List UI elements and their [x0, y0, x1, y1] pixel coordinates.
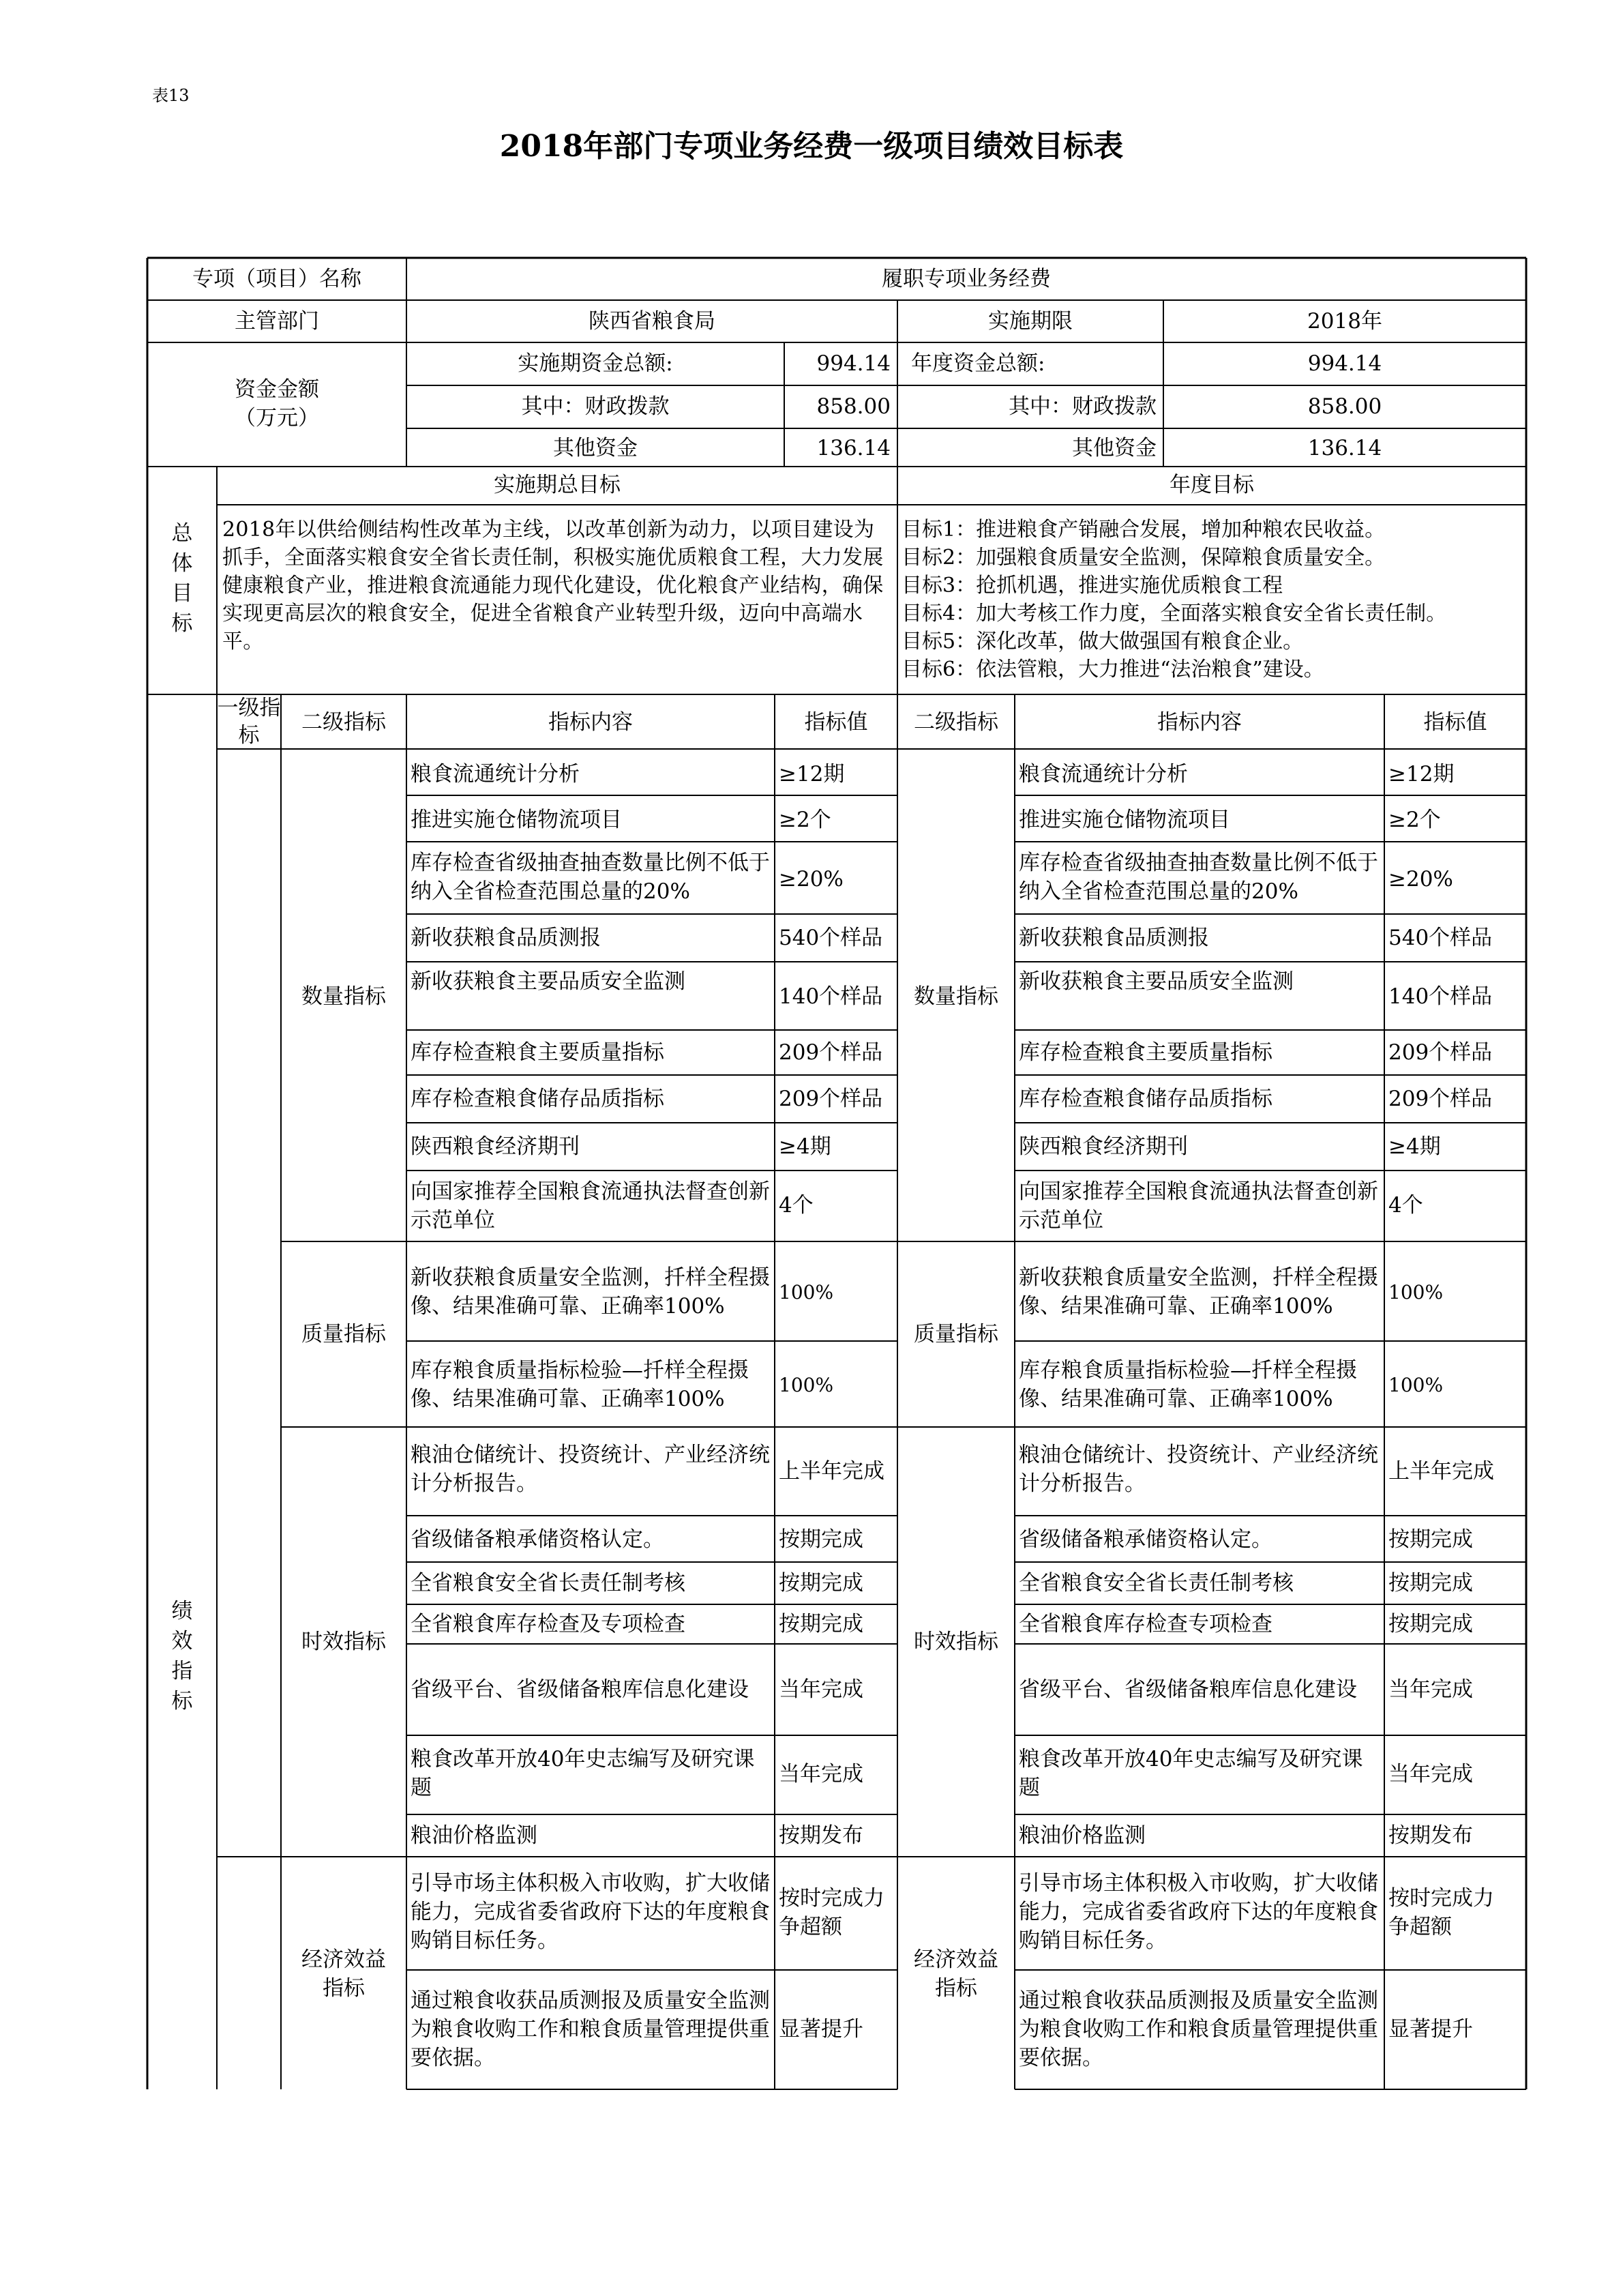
- funds-row-3-right-value: 136.14: [1307, 436, 1382, 460]
- q-row2-left-content: 推进实施仓储物流项目: [411, 808, 622, 832]
- perf-h-level2-left: 二级指标: [301, 710, 386, 735]
- annual-goal-1: 目标1：推进粮食产销融合发展，增加种粮农民收益。: [902, 518, 1386, 542]
- perf-h-value-left: 指标值: [804, 710, 868, 735]
- q-row9-right-value: 4个: [1388, 1193, 1423, 1218]
- group-label-time-left: 时效指标: [301, 1630, 386, 1654]
- t-row1-left-value: 上半年完成: [779, 1459, 884, 1484]
- t-row6-right-content: 粮食改革开放40年史志编写及研究课题: [1019, 1747, 1363, 1800]
- annual-goal-2: 目标2：加强粮食质量安全监测，保障粮食质量安全。: [902, 546, 1386, 570]
- t-row3-left-value: 按期完成: [779, 1571, 863, 1595]
- t-row7-left-value: 按期发布: [779, 1823, 863, 1848]
- overall-goal-side-label: 总体目标: [171, 521, 193, 636]
- q-row1-right-content: 粮食流通统计分析: [1019, 762, 1188, 786]
- q-row8-left-content: 陕西粮食经济期刊: [411, 1134, 580, 1159]
- page-title: 2018年部门专项业务经费一级项目绩效目标表: [499, 129, 1124, 164]
- group-label-quantity-right: 数量指标: [914, 984, 998, 1009]
- e-row2-left-content: 通过粮食收获品质测报及质量安全监测为粮食收购工作和粮食质量管理提供重要依据。: [411, 1988, 770, 2070]
- e-row2-left-value: 显著提升: [779, 2017, 863, 2042]
- funds-row-2-left-value: 858.00: [816, 394, 891, 419]
- e-row1-right-value: 按时完成力争超额: [1388, 1886, 1494, 1939]
- q-row4-right-value: 540个样品: [1388, 926, 1493, 950]
- q-row3-right-value: ≥20%: [1388, 867, 1453, 892]
- ql-row2-left-content: 库存粮食质量指标检验—扦样全程摄像、结果准确可靠、正确率100%: [411, 1358, 749, 1411]
- t-row2-right-value: 按期完成: [1388, 1527, 1473, 1552]
- q-row6-left-value: 209个样品: [779, 1040, 883, 1065]
- q-row1-left-value: ≥12期: [779, 762, 845, 786]
- q-row2-right-value: ≥2个: [1388, 808, 1441, 832]
- t-row1-right-value: 上半年完成: [1388, 1459, 1494, 1484]
- perf-h-content-right: 指标内容: [1157, 710, 1242, 735]
- q-row5-left-content: 新收获粮食主要品质安全监测: [411, 969, 685, 994]
- t-row2-left-value: 按期完成: [779, 1527, 863, 1552]
- annual-goal-3: 目标3：抢抓机遇，推进实施优质粮食工程: [902, 574, 1283, 598]
- e-row2-right-value: 显著提升: [1388, 2017, 1473, 2042]
- t-row1-right-content: 粮油仓储统计、投资统计、产业经济统计分析报告。: [1019, 1443, 1378, 1496]
- funds-row-2-right-label: 其中：财政拨款: [1009, 394, 1157, 419]
- ql-row1-right-content: 新收获粮食质量安全监测，扦样全程摄像、结果准确可靠、正确率100%: [1019, 1265, 1378, 1319]
- group-label-quantity-left: 数量指标: [301, 984, 386, 1009]
- t-row5-left-content: 省级平台、省级储备粮库信息化建设: [411, 1677, 749, 1702]
- t-row2-left-content: 省级储备粮承储资格认定。: [411, 1527, 664, 1552]
- q-row6-right-value: 209个样品: [1388, 1040, 1493, 1065]
- q-row7-left-content: 库存检查粮食储存品质指标: [411, 1087, 664, 1111]
- funds-row-3-left-value: 136.14: [816, 436, 891, 460]
- t-row4-right-value: 按期完成: [1388, 1612, 1473, 1636]
- q-row6-right-content: 库存检查粮食主要质量指标: [1019, 1040, 1272, 1065]
- e-row1-right-content: 引导市场主体积极入市收购，扩大收储能力，完成省委省政府下达的年度粮食购销目标任务。: [1019, 1871, 1378, 1953]
- t-row4-left-value: 按期完成: [779, 1612, 863, 1636]
- q-row3-left-content: 库存检查省级抽查抽查数量比例不低于纳入全省检查范围总量的20%: [411, 851, 770, 904]
- project-name-label: 专项（项目）名称: [192, 267, 361, 291]
- annual-goal-5: 目标5：深化改革，做大做强国有粮食企业。: [902, 630, 1304, 653]
- q-row3-right-content: 库存检查省级抽查抽查数量比例不低于纳入全省检查范围总量的20%: [1019, 851, 1378, 904]
- period-value: 2018年: [1307, 309, 1382, 334]
- group-label-econ-left: 经济效益指标: [301, 1947, 386, 2001]
- funds-row-3-right-label: 其他资金: [1072, 436, 1157, 460]
- q-row7-left-value: 209个样品: [779, 1087, 883, 1111]
- funds-row-1-right-label: 年度资金总额:: [911, 351, 1045, 376]
- t-row4-left-content: 全省粮食库存检查及专项检查: [411, 1612, 685, 1636]
- project-name: 履职专项业务经费: [882, 267, 1051, 291]
- group-label-quality-left: 质量指标: [301, 1322, 386, 1346]
- t-row4-right-content: 全省粮食库存检查专项检查: [1019, 1612, 1272, 1636]
- q-row5-right-value: 140个样品: [1388, 984, 1493, 1009]
- perf-h-content-left: 指标内容: [548, 710, 633, 735]
- q-row8-left-value: ≥4期: [779, 1134, 831, 1159]
- annual-goal-4: 目标4：加大考核工作力度，全面落实粮食安全省长责任制。: [902, 602, 1447, 625]
- funds-unit: （万元）: [235, 406, 319, 430]
- q-row4-left-value: 540个样品: [779, 926, 883, 950]
- ql-row2-left-value: 100%: [779, 1374, 834, 1396]
- q-row2-right-content: 推进实施仓储物流项目: [1019, 808, 1230, 832]
- e-row2-right-content: 通过粮食收获品质测报及质量安全监测为粮食收购工作和粮食质量管理提供重要依据。: [1019, 1988, 1378, 2070]
- ql-row1-right-value: 100%: [1388, 1281, 1444, 1304]
- group-label-econ-right: 经济效益指标: [914, 1947, 998, 2001]
- annual-goal-6: 目标6：依法管粮，大力推进“法治粮食”建设。: [902, 658, 1324, 681]
- ql-row1-left-content: 新收获粮食质量安全监测，扦样全程摄像、结果准确可靠、正确率100%: [411, 1265, 770, 1319]
- q-row8-right-content: 陕西粮食经济期刊: [1019, 1134, 1188, 1159]
- q-row9-left-content: 向国家推荐全国粮食流通执法督查创新示范单位: [411, 1179, 770, 1233]
- funds-row-3-left-label: 其他资金: [553, 436, 638, 460]
- q-row7-right-content: 库存检查粮食储存品质指标: [1019, 1087, 1272, 1111]
- t-row3-right-value: 按期完成: [1388, 1571, 1473, 1595]
- q-row2-left-value: ≥2个: [779, 808, 831, 832]
- t-row7-right-value: 按期发布: [1388, 1823, 1473, 1848]
- funds-row-1-left-label: 实施期资金总额:: [518, 351, 673, 376]
- t-row6-right-value: 当年完成: [1388, 1762, 1473, 1786]
- perf-h-level1: 一级指标: [217, 696, 281, 748]
- period-label: 实施期限: [988, 309, 1073, 334]
- q-row7-right-value: 209个样品: [1388, 1087, 1493, 1111]
- dept-label: 主管部门: [235, 309, 319, 334]
- q-row8-right-value: ≥4期: [1388, 1134, 1441, 1159]
- t-row1-left-content: 粮油仓储统计、投资统计、产业经济统计分析报告。: [411, 1443, 770, 1496]
- t-row6-left-value: 当年完成: [779, 1762, 863, 1786]
- period-goal-text: 2018年以供给侧结构性改革为主线，以改革创新为动力，以项目建设为抓手，全面落实粮食安全省长责任制，积极实施优质粮食工程，大力发展健康粮食产业，推进粮食流通能力现代化建设，优化粮食产业结构，确保实现更高层次的粮食安全，促进全省粮食产业转型升级，迈向中高端水平。: [222, 518, 884, 653]
- funds-row-1-right-value: 994.14: [1307, 351, 1382, 376]
- t-row6-left-content: 粮食改革开放40年史志编写及研究课题: [411, 1747, 755, 1800]
- q-row6-left-content: 库存检查粮食主要质量指标: [411, 1040, 664, 1065]
- period-goal-header: 实施期总目标: [494, 473, 621, 497]
- funds-row-2-right-value: 858.00: [1307, 394, 1382, 419]
- q-row5-right-content: 新收获粮食主要品质安全监测: [1019, 969, 1294, 994]
- t-row7-left-content: 粮油价格监测: [411, 1823, 537, 1848]
- q-row1-right-value: ≥12期: [1388, 762, 1455, 786]
- e-row1-left-value: 按时完成力争超额: [779, 1886, 884, 1939]
- q-row3-left-value: ≥20%: [779, 867, 844, 892]
- e-row1-left-content: 引导市场主体积极入市收购，扩大收储能力，完成省委省政府下达的年度粮食购销目标任务。: [411, 1871, 770, 1953]
- perf-side-label: 绩效指标: [171, 1599, 193, 1713]
- funds-label: 资金金额: [235, 377, 319, 402]
- table-number: 表13: [152, 86, 190, 105]
- t-row3-right-content: 全省粮食安全省长责任制考核: [1019, 1571, 1294, 1595]
- q-row4-right-content: 新收获粮食品质测报: [1019, 926, 1209, 950]
- perf-h-value-right: 指标值: [1423, 710, 1487, 735]
- t-row5-right-content: 省级平台、省级储备粮库信息化建设: [1019, 1677, 1357, 1702]
- q-row9-right-content: 向国家推荐全国粮食流通执法督查创新示范单位: [1019, 1179, 1378, 1233]
- t-row7-right-content: 粮油价格监测: [1019, 1823, 1146, 1848]
- ql-row2-right-content: 库存粮食质量指标检验—扦样全程摄像、结果准确可靠、正确率100%: [1019, 1358, 1357, 1411]
- q-row1-left-content: 粮食流通统计分析: [411, 762, 580, 786]
- ql-row1-left-value: 100%: [779, 1281, 834, 1304]
- funds-row-2-left-label: 其中：财政拨款: [521, 394, 670, 419]
- t-row3-left-content: 全省粮食安全省长责任制考核: [411, 1571, 685, 1595]
- ql-row2-right-value: 100%: [1388, 1374, 1444, 1396]
- q-row9-left-value: 4个: [779, 1193, 814, 1218]
- q-row4-left-content: 新收获粮食品质测报: [411, 926, 601, 950]
- t-row2-right-content: 省级储备粮承储资格认定。: [1019, 1527, 1272, 1552]
- perf-h-level2-right: 二级指标: [914, 710, 998, 735]
- q-row5-left-value: 140个样品: [779, 984, 883, 1009]
- funds-row-1-left-value: 994.14: [816, 351, 891, 376]
- group-label-time-right: 时效指标: [914, 1630, 998, 1654]
- group-label-quality-right: 质量指标: [914, 1322, 998, 1346]
- t-row5-right-value: 当年完成: [1388, 1677, 1473, 1702]
- dept-value: 陕西省粮食局: [589, 309, 715, 334]
- t-row5-left-value: 当年完成: [779, 1677, 863, 1702]
- annual-goal-header: 年度目标: [1170, 473, 1254, 497]
